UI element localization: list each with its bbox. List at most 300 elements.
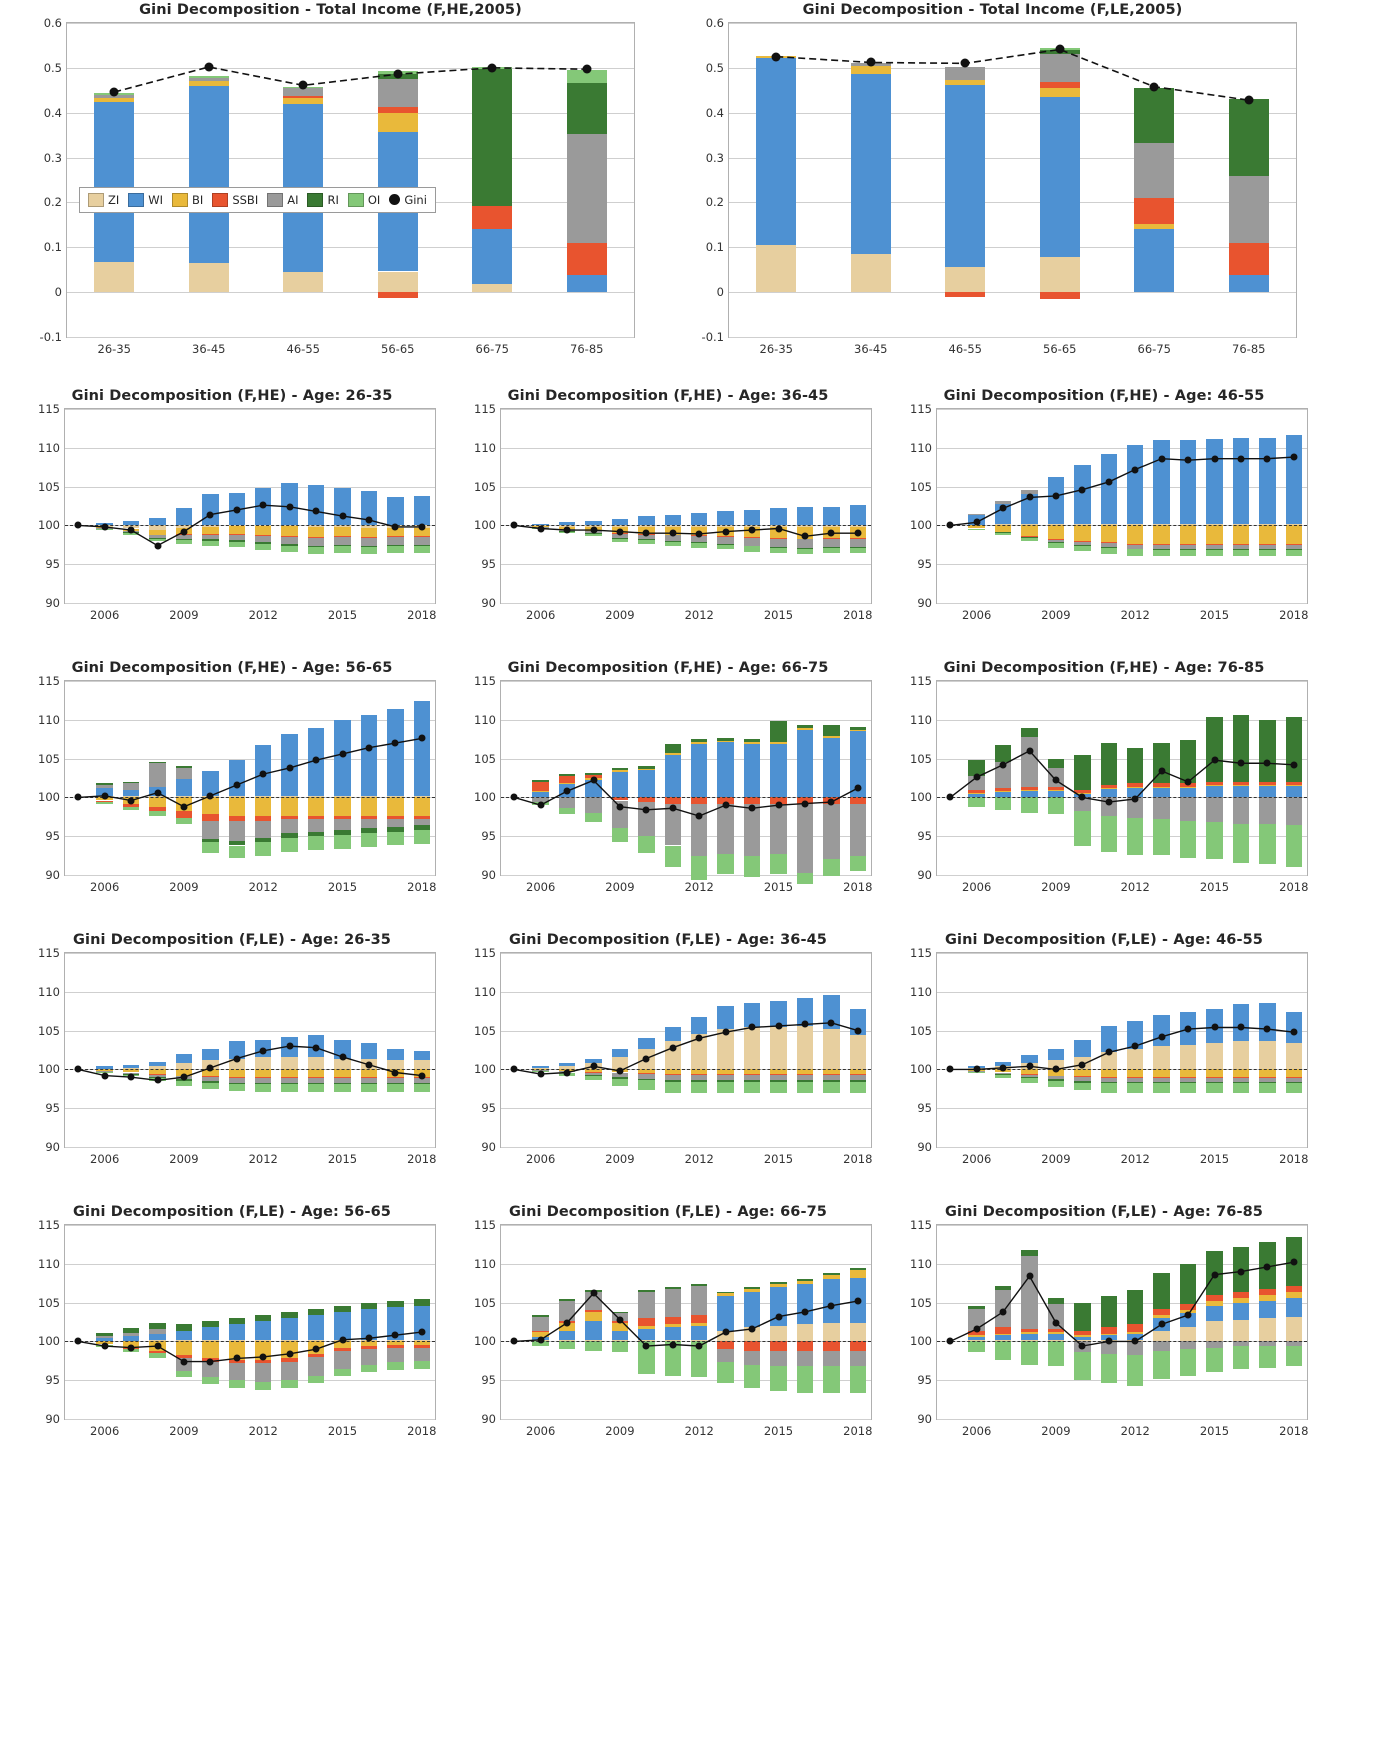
bar-segment xyxy=(1259,797,1275,823)
gridline xyxy=(501,759,871,760)
bar-segment xyxy=(1206,1083,1222,1092)
gridline xyxy=(937,1225,1307,1226)
bar-segment xyxy=(123,1333,139,1336)
bar-segment xyxy=(1180,1304,1196,1310)
bar-segment xyxy=(387,1348,403,1362)
gini-marker xyxy=(866,58,875,67)
y-axis-tick: 105 xyxy=(38,751,60,766)
gini-line xyxy=(65,953,435,1147)
gini-marker xyxy=(1264,760,1271,767)
bar-segment xyxy=(665,515,681,526)
bar-segment xyxy=(361,547,377,554)
x-axis-tick: 2015 xyxy=(1199,608,1230,622)
bar-segment xyxy=(229,1084,245,1091)
bar-segment xyxy=(1048,543,1064,548)
bar-segment xyxy=(797,804,813,872)
bar-segment xyxy=(797,1284,813,1324)
bar-segment xyxy=(850,1351,866,1367)
bar-segment xyxy=(638,516,654,525)
x-axis-tick: 76-85 xyxy=(1232,342,1266,356)
x-axis-tick: 26-35 xyxy=(97,342,131,356)
bar-segment xyxy=(850,1035,866,1069)
bar-segment xyxy=(1180,1349,1196,1375)
bar-segment xyxy=(1101,1327,1117,1333)
gridline xyxy=(937,992,1307,993)
bar-segment xyxy=(1048,1298,1064,1304)
gini-marker xyxy=(590,1290,597,1297)
bar-segment xyxy=(1074,1352,1090,1380)
bar-segment xyxy=(823,1279,839,1322)
bar-segment xyxy=(770,1326,786,1342)
bar-segment xyxy=(797,1082,813,1093)
gridline xyxy=(67,337,634,338)
gridline xyxy=(67,158,634,159)
gini-marker xyxy=(260,1353,267,1360)
bar-segment xyxy=(229,1363,245,1380)
bar-segment xyxy=(387,797,403,816)
bar-segment xyxy=(361,819,377,828)
legend-item-ssbi xyxy=(212,193,258,207)
gini-marker xyxy=(154,542,161,549)
plot-area xyxy=(38,674,437,894)
bar-segment xyxy=(361,1043,377,1059)
bar-segment xyxy=(717,1341,733,1349)
gridline xyxy=(937,720,1307,721)
bar-segment xyxy=(850,505,866,525)
y-axis-tick: 95 xyxy=(45,1101,60,1116)
chart-title: Gini Decomposition (F,LE) - Age: 76-85 xyxy=(945,1204,1263,1220)
bar-segment xyxy=(414,1361,430,1369)
bar-segment xyxy=(691,1017,707,1034)
bar-segment xyxy=(387,546,403,553)
gridline xyxy=(65,875,435,876)
bar-segment xyxy=(823,539,839,548)
bar-segment xyxy=(1048,1334,1064,1340)
x-axis-tick: 66-75 xyxy=(475,342,509,356)
gridline xyxy=(501,448,871,449)
gini-marker xyxy=(204,62,213,71)
bar-segment xyxy=(1074,790,1090,793)
gridline xyxy=(501,487,871,488)
bar-segment xyxy=(1048,525,1064,539)
bar-segment xyxy=(1153,525,1169,544)
bar-segment xyxy=(1153,1331,1169,1342)
x-axis-tick: 2006 xyxy=(526,1424,556,1438)
y-axis-tick: 100 xyxy=(38,1062,60,1077)
bar-segment xyxy=(1021,790,1037,791)
y-axis-tick: 100 xyxy=(910,1334,932,1349)
bar-segment xyxy=(585,1076,601,1081)
bar-segment xyxy=(387,1049,403,1060)
bar-segment xyxy=(559,1341,575,1349)
gini-marker xyxy=(973,519,980,526)
gini-marker xyxy=(313,1044,320,1051)
gini-marker xyxy=(1105,478,1112,485)
gridline xyxy=(501,1264,871,1265)
bar-segment xyxy=(770,548,786,553)
bar-segment xyxy=(585,797,601,813)
bar-segment xyxy=(945,85,985,267)
bar-segment xyxy=(1127,1049,1143,1069)
bar-segment xyxy=(612,539,628,542)
bar-segment xyxy=(281,1318,297,1340)
gridline xyxy=(937,681,1307,682)
x-axis-tick: 2015 xyxy=(1199,880,1230,894)
small-chart-6 xyxy=(22,932,442,1182)
bar-segment xyxy=(1040,97,1080,258)
plot-area xyxy=(910,402,1309,622)
bar-segment xyxy=(202,1327,218,1339)
bar-segment xyxy=(255,1057,271,1069)
gini-marker xyxy=(775,1022,782,1029)
legend-label: RI xyxy=(327,192,339,207)
bar-segment xyxy=(1127,1083,1143,1092)
bar-segment xyxy=(1233,1320,1249,1342)
gridline xyxy=(937,603,1307,604)
bar-segment xyxy=(414,797,430,816)
bar-segment xyxy=(691,513,707,525)
bar-segment xyxy=(1233,1041,1249,1069)
bar-segment xyxy=(1048,1329,1064,1332)
bar-segment xyxy=(717,545,733,550)
bar-segment xyxy=(823,507,839,526)
bar-segment xyxy=(1048,477,1064,524)
gini-marker xyxy=(207,792,214,799)
gini-line xyxy=(501,1225,871,1419)
bar-segment xyxy=(308,1376,324,1384)
gini-marker xyxy=(1237,1024,1244,1031)
y-axis-tick: 100 xyxy=(38,1334,60,1349)
bar-segment xyxy=(1021,1332,1037,1334)
gridline xyxy=(937,1303,1307,1304)
gini-marker xyxy=(1132,1043,1139,1050)
bar-segment xyxy=(255,1321,271,1340)
y-axis-tick: 115 xyxy=(474,402,496,416)
plot-area xyxy=(38,946,437,1166)
gini-marker xyxy=(511,522,518,529)
gini-marker xyxy=(180,528,187,535)
bar-segment xyxy=(334,819,350,830)
x-axis-tick: 2015 xyxy=(327,1424,358,1438)
bar-segment xyxy=(612,1079,628,1087)
bar-segment xyxy=(1101,1334,1117,1336)
gini-line xyxy=(937,1225,1307,1419)
bar-segment xyxy=(361,715,377,796)
bar-segment xyxy=(1127,525,1143,544)
bar-segment xyxy=(202,797,218,814)
bar-segment xyxy=(1233,1069,1249,1077)
bar-segment xyxy=(717,1292,733,1294)
bar-segment xyxy=(176,768,192,779)
y-axis-tick: 110 xyxy=(474,440,496,455)
bar-segment xyxy=(255,821,271,838)
bar-segment xyxy=(850,1323,866,1342)
bar-segment xyxy=(1259,720,1275,782)
gridline xyxy=(65,1264,435,1265)
bar-segment xyxy=(1259,782,1275,785)
gini-marker xyxy=(947,522,954,529)
bar-segment xyxy=(744,510,760,526)
bar-segment xyxy=(281,537,297,544)
bar-segment xyxy=(797,549,813,554)
gini-marker xyxy=(775,525,782,532)
top-chart-0 xyxy=(18,2,643,374)
y-axis-tick: 0.2 xyxy=(43,195,62,210)
x-axis-tick: 2015 xyxy=(327,1152,358,1166)
chart-title: Gini Decomposition (F,LE) - Age: 36-45 xyxy=(509,932,827,948)
y-axis-tick: 105 xyxy=(474,479,496,494)
bar-segment xyxy=(612,1323,628,1331)
bar-segment xyxy=(123,807,139,810)
y-axis-tick: 115 xyxy=(474,1218,496,1232)
bar-segment xyxy=(995,797,1011,809)
gini-marker xyxy=(947,794,954,801)
x-axis-tick: 2015 xyxy=(327,880,358,894)
bar-segment xyxy=(123,1336,139,1341)
bar-segment xyxy=(850,1270,866,1278)
bar-segment xyxy=(334,527,350,536)
bar-segment xyxy=(638,1318,654,1326)
bar-segment xyxy=(744,1365,760,1388)
bar-segment xyxy=(1233,1298,1249,1303)
gini-marker xyxy=(1026,1063,1033,1070)
baseline xyxy=(65,1069,435,1070)
legend-label: AI xyxy=(287,192,299,207)
bar-segment xyxy=(1153,550,1169,556)
bar-segment xyxy=(361,1365,377,1373)
bar-segment xyxy=(202,1341,218,1358)
bar-segment xyxy=(638,1292,654,1318)
x-axis-tick: 2018 xyxy=(1279,608,1309,622)
bar-segment xyxy=(414,496,430,525)
bar-segment xyxy=(995,1335,1011,1340)
bar-segment xyxy=(1153,787,1169,788)
bar-segment xyxy=(1206,525,1222,544)
gridline xyxy=(729,292,1296,293)
y-axis-tick: 0 xyxy=(54,285,62,300)
bar-segment xyxy=(1101,1083,1117,1092)
bar-segment xyxy=(1101,548,1117,554)
gini-marker xyxy=(365,516,372,523)
x-axis-tick: 2009 xyxy=(1041,608,1071,622)
y-axis-tick: 0.5 xyxy=(705,60,724,75)
bar-segment xyxy=(612,1312,628,1314)
bar-segment xyxy=(665,1287,681,1289)
bar-segment xyxy=(202,842,218,853)
y-axis-tick: 90 xyxy=(45,1140,60,1154)
gini-marker xyxy=(749,527,756,534)
bar-segment xyxy=(387,537,403,545)
bar-segment xyxy=(612,772,628,797)
bar-segment xyxy=(717,854,733,874)
chart-title: Gini Decomposition - Total Income (F,LE,2005) xyxy=(802,2,1183,18)
bar-segment xyxy=(770,539,786,548)
gini-marker xyxy=(1158,455,1165,462)
bar-segment xyxy=(378,272,418,293)
bar-segment xyxy=(567,243,607,275)
bar-segment xyxy=(472,284,512,292)
gini-marker xyxy=(1026,1273,1033,1280)
x-axis-tick: 2018 xyxy=(843,1424,873,1438)
bar-segment xyxy=(638,836,654,853)
bar-segment xyxy=(1180,787,1196,796)
x-axis-tick: 2006 xyxy=(526,1152,556,1166)
y-axis-tick: 90 xyxy=(481,868,496,882)
gini-marker xyxy=(233,1355,240,1362)
bar-segment xyxy=(176,1331,192,1340)
y-axis-tick: 90 xyxy=(917,1412,932,1426)
bar-segment xyxy=(1127,818,1143,855)
gini-marker xyxy=(616,1067,623,1074)
bar-segment xyxy=(1101,525,1117,542)
gini-marker xyxy=(828,799,835,806)
gini-marker xyxy=(1158,768,1165,775)
gini-marker xyxy=(643,530,650,537)
bar-segment xyxy=(1127,445,1143,524)
bar-segment xyxy=(281,838,297,852)
bar-segment xyxy=(281,1312,297,1318)
x-axis-tick: 2012 xyxy=(248,880,278,894)
y-axis-tick: 105 xyxy=(474,1023,496,1038)
gini-marker xyxy=(392,1332,399,1339)
bar-segment xyxy=(1101,454,1117,524)
y-axis-tick: 90 xyxy=(481,1412,496,1426)
y-axis-tick: 110 xyxy=(38,984,60,999)
gini-marker xyxy=(418,1329,425,1336)
bar-segment xyxy=(149,1334,165,1340)
gridline xyxy=(65,1108,435,1109)
gridline xyxy=(937,875,1307,876)
gridline xyxy=(501,992,871,993)
bar-segment xyxy=(149,762,165,764)
bar-segment xyxy=(1206,439,1222,524)
baseline xyxy=(501,525,871,526)
gini-marker xyxy=(947,1338,954,1345)
y-axis-tick: 95 xyxy=(917,829,932,844)
gini-marker xyxy=(696,1343,703,1350)
bar-segment xyxy=(1074,755,1090,789)
x-axis-tick: 2015 xyxy=(763,608,794,622)
bar-segment xyxy=(1229,275,1269,292)
bar-segment xyxy=(1286,1043,1302,1069)
chart-title: Gini Decomposition (F,LE) - Age: 46-55 xyxy=(945,932,1263,948)
bar-segment xyxy=(1101,1296,1117,1327)
y-axis-tick: 90 xyxy=(481,1140,496,1154)
bar-segment xyxy=(229,797,245,816)
gini-marker xyxy=(286,1043,293,1050)
bar-segment xyxy=(1048,797,1064,814)
x-axis-tick: 2006 xyxy=(962,1424,992,1438)
y-axis-tick: 0.2 xyxy=(705,195,724,210)
gini-marker xyxy=(828,530,835,537)
small-chart-4 xyxy=(458,660,878,910)
y-axis-tick: 0.4 xyxy=(705,105,724,120)
gridline xyxy=(937,564,1307,565)
y-axis-tick: 105 xyxy=(474,751,496,766)
gini-marker xyxy=(537,802,544,809)
bar-segment xyxy=(414,546,430,553)
bar-segment xyxy=(691,856,707,879)
gini-marker xyxy=(973,1325,980,1332)
bar-segment xyxy=(995,745,1011,762)
gridline xyxy=(501,603,871,604)
bar-segment xyxy=(1286,1346,1302,1366)
bar-segment xyxy=(770,744,786,797)
bar-segment xyxy=(414,1051,430,1060)
bar-segment xyxy=(1074,1040,1090,1057)
bar-segment xyxy=(202,1049,218,1060)
bar-segment xyxy=(176,818,192,824)
bar-segment xyxy=(149,811,165,816)
bar-segment xyxy=(283,272,323,293)
bar-segment xyxy=(123,1328,139,1333)
y-axis-tick: 110 xyxy=(474,984,496,999)
plot-area xyxy=(474,402,873,622)
gini-marker xyxy=(722,802,729,809)
gini-marker xyxy=(564,788,571,795)
x-axis-tick: 2009 xyxy=(605,1424,635,1438)
bar-segment xyxy=(850,727,866,730)
bar-segment xyxy=(559,783,575,785)
axes xyxy=(910,674,1309,894)
bar-segment xyxy=(1074,811,1090,845)
bar-segment xyxy=(797,1351,813,1367)
gini-marker xyxy=(511,1338,518,1345)
bar-segment xyxy=(968,1337,984,1340)
x-axis-tick: 2012 xyxy=(684,1152,714,1166)
small-chart-8 xyxy=(894,932,1314,1182)
bar-segment xyxy=(797,1281,813,1284)
bar-segment xyxy=(1259,1301,1275,1318)
small-chart-7 xyxy=(458,932,878,1182)
gini-marker xyxy=(775,1313,782,1320)
bar-segment xyxy=(1259,438,1275,523)
y-axis-tick: 95 xyxy=(481,829,496,844)
gini-marker xyxy=(1158,1033,1165,1040)
bar-segment xyxy=(1153,1351,1169,1379)
bar-segment xyxy=(717,1296,733,1330)
x-axis-tick: 26-35 xyxy=(759,342,793,356)
bar-segment xyxy=(665,1327,681,1339)
legend-swatch xyxy=(172,193,188,207)
x-axis-tick: 2006 xyxy=(526,880,556,894)
gridline xyxy=(501,953,871,954)
bar-segment xyxy=(850,539,866,548)
y-axis-tick: 115 xyxy=(38,402,60,416)
bar-segment xyxy=(334,1069,350,1077)
chart-title: Gini Decomposition (F,LE) - Age: 26-35 xyxy=(73,932,391,948)
axes xyxy=(38,402,437,622)
bar-segment xyxy=(1153,1015,1169,1046)
y-axis-tick: 0.1 xyxy=(705,240,724,255)
bar-segment xyxy=(361,1084,377,1092)
bar-segment xyxy=(638,769,654,771)
bar-segment xyxy=(1074,1335,1090,1337)
bar-segment xyxy=(770,1082,786,1093)
gini-marker xyxy=(339,750,346,757)
bar-segment xyxy=(1286,1069,1302,1077)
bar-segment xyxy=(283,98,323,103)
bar-segment xyxy=(308,1309,324,1315)
bar-segment xyxy=(1040,54,1080,82)
bar-segment xyxy=(638,1038,654,1049)
bar-segment xyxy=(1233,715,1249,782)
bar-segment xyxy=(691,1286,707,1315)
bar-segment xyxy=(995,1075,1011,1078)
gini-marker xyxy=(961,59,970,68)
plot-area xyxy=(38,402,437,622)
x-axis-tick: 2006 xyxy=(962,608,992,622)
